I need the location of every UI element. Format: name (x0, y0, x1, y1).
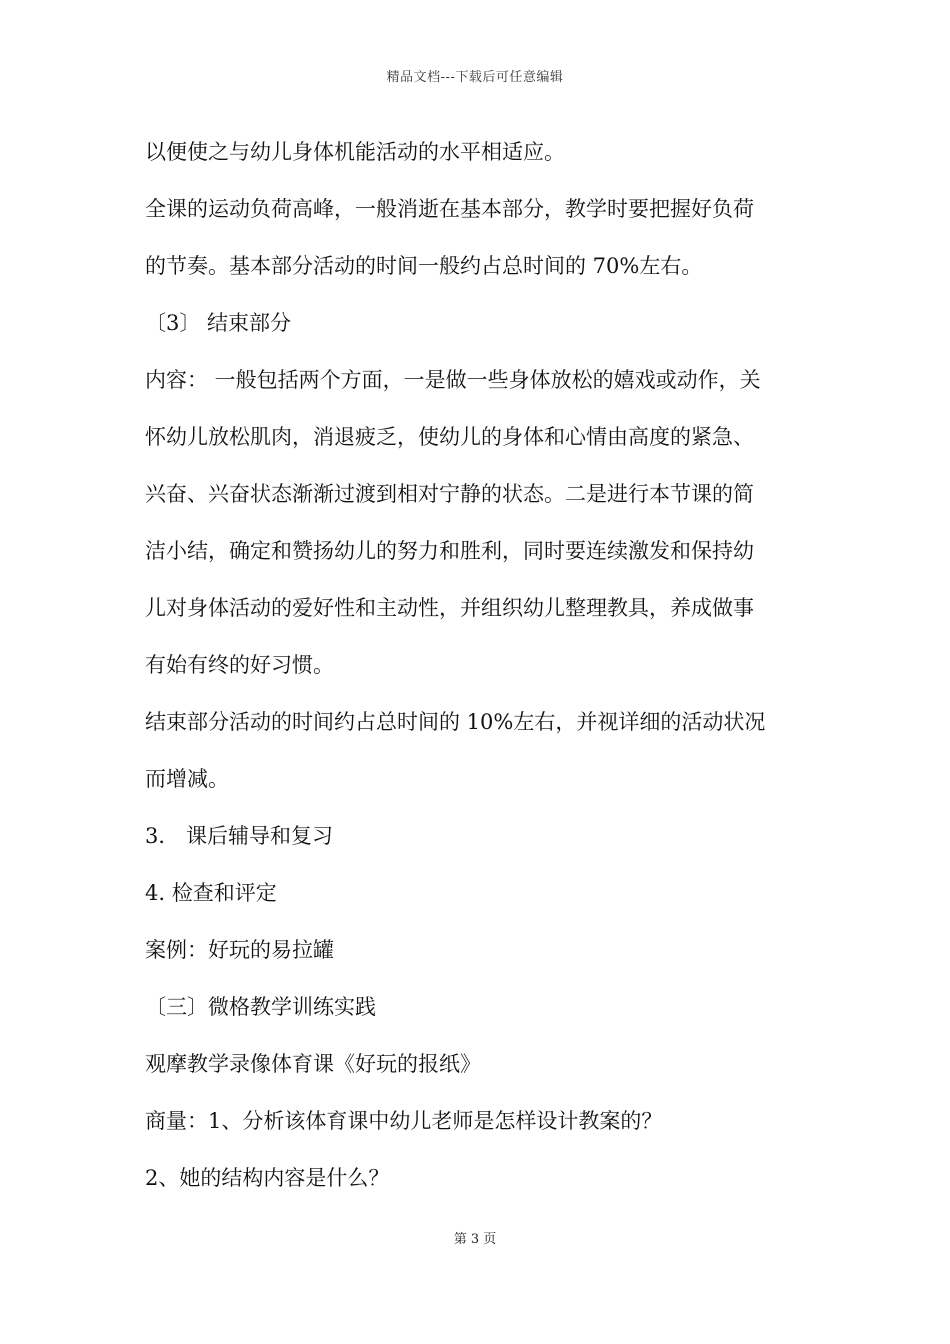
body-line: 而增减。 (145, 767, 229, 791)
body-line: 观摩教学录像体育课《好玩的报纸》 (145, 1052, 481, 1076)
body-line: 全课的运动负荷高峰，一般消逝在基本部分，教学时要把握好负荷 (145, 197, 754, 221)
body-line: 内容： 一般包括两个方面，一是做一些身体放松的嬉戏或动作，关 (145, 368, 761, 392)
body-line: 的节奏。基本部分活动的时间一般约占总时间的 70%左右。 (145, 254, 703, 278)
body-line: 兴奋、兴奋状态渐渐过渡到相对宁静的状态。二是进行本节课的简 (145, 482, 754, 506)
body-line: 洁小结，确定和赞扬幼儿的努力和胜利，同时要连续激发和保持幼 (145, 539, 754, 563)
body-line: 怀幼儿放松肌肉，消退疲乏，使幼儿的身体和心情由高度的紧急、 (145, 425, 754, 449)
page-number: 第 3 页 (453, 1232, 497, 1247)
section-heading: 4. 检查和评定 (145, 881, 277, 905)
body-line: 2、她的结构内容是什么？ (145, 1166, 390, 1190)
section-heading: 3． 课后辅导和复习 (145, 824, 334, 848)
body-line: 商量：1、分析该体育课中幼儿老师是怎样设计教案的？ (145, 1109, 663, 1133)
page-header: 精品文档---下载后可任意编辑 (386, 70, 564, 85)
body-line: 有始有终的好习惯。 (145, 653, 334, 677)
section-heading: 〔3〕 结束部分 (145, 311, 292, 335)
body-line: 案例：好玩的易拉罐 (145, 938, 334, 962)
body-line: 以便使之与幼儿身体机能活动的水平相适应。 (145, 140, 565, 164)
body-line: 结束部分活动的时间约占总时间的 10%左右，并视详细的活动状况 (145, 710, 766, 734)
section-heading: 〔三〕微格教学训练实践 (145, 995, 376, 1019)
body-line: 儿对身体活动的爱好性和主动性，并组织幼儿整理教具，养成做事 (145, 596, 754, 620)
